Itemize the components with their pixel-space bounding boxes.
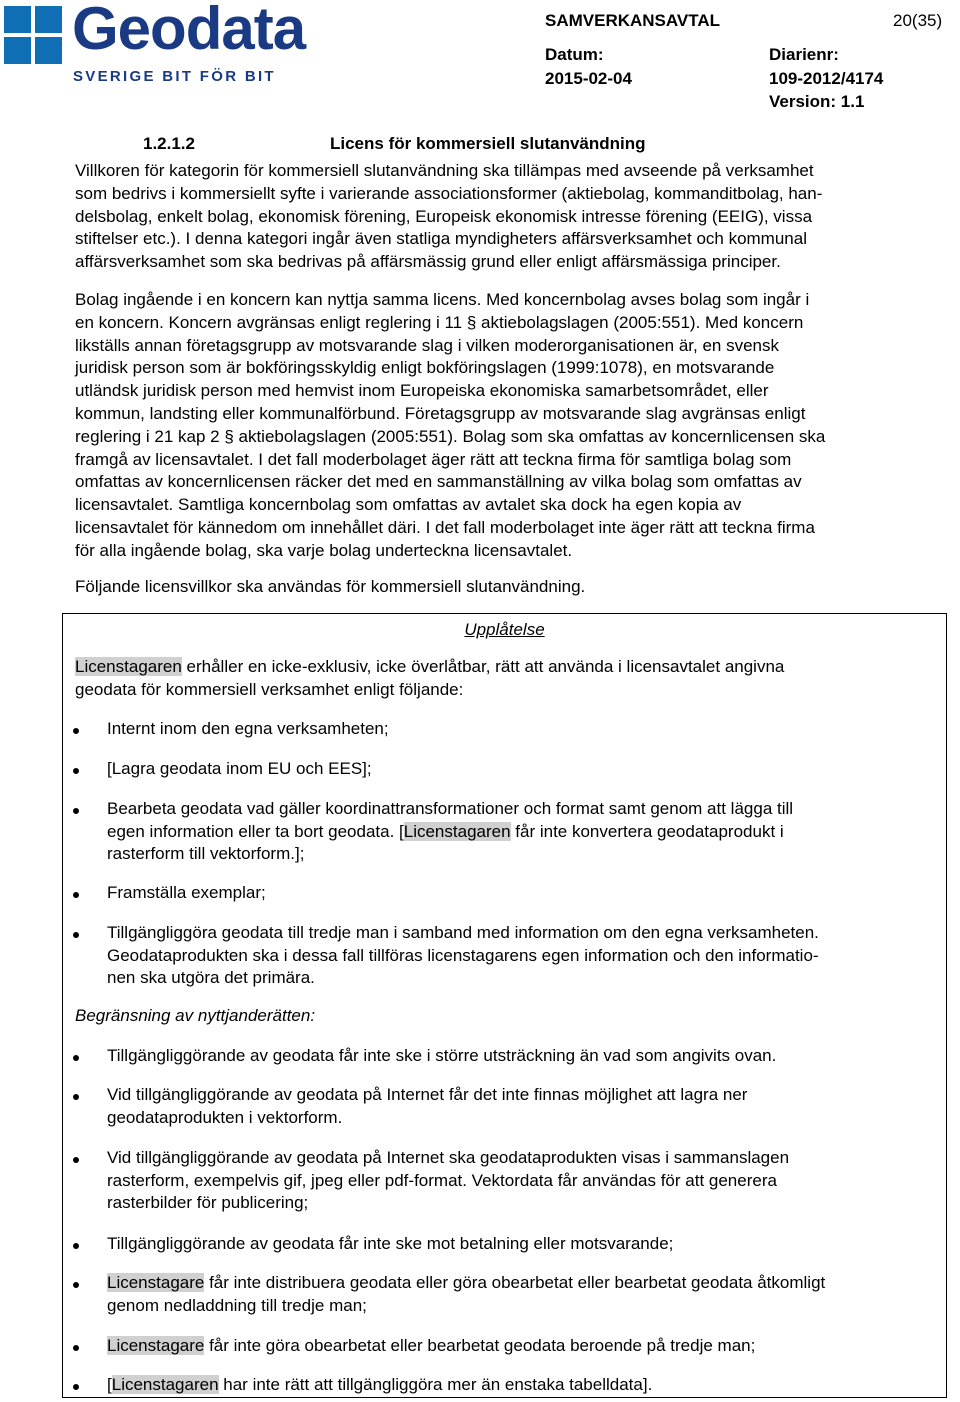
text-line: rasterbilder för publicering; bbox=[107, 1193, 309, 1213]
text-line bbox=[107, 1272, 947, 1295]
text-line: utländsk juridisk person med hemvist inom Europeiska ekonomiska samarbetsområdet, eller bbox=[75, 381, 769, 401]
text-line: licensavtalet. Samtliga koncernbolag som omfattas av avtalet ska dock ha egen kopia av bbox=[75, 495, 742, 515]
bullet-icon bbox=[73, 932, 79, 938]
text-line: genom nedladdning till tredje man; bbox=[107, 1295, 367, 1315]
bullet-icon bbox=[73, 1243, 79, 1249]
text-fragment: egen information eller ta bort geodata. [ bbox=[107, 821, 404, 841]
text-line bbox=[75, 656, 945, 679]
list-item: Internt inom den egna verksamheten; bbox=[107, 719, 389, 738]
highlight-term: Licenstagaren bbox=[403, 821, 511, 841]
bullet-icon bbox=[73, 728, 79, 734]
text-line: Geodataprodukten ska i dessa fall tillföras licenstagarens egen information och den informatio- bbox=[107, 945, 819, 965]
date-label: Datum: bbox=[545, 45, 604, 64]
restrictions-heading: Begränsning av nyttjanderätten: bbox=[75, 1006, 316, 1025]
list-item: [Lagra geodata inom EU och EES]; bbox=[107, 759, 372, 778]
list-item: Tillgängliggörande av geodata får inte ske i större utsträckning än vad som angivits ovan. bbox=[107, 1046, 777, 1065]
bullet-icon bbox=[73, 1055, 79, 1061]
paragraph-group-license bbox=[75, 289, 945, 563]
highlight-term: Licenstagare bbox=[107, 1273, 205, 1292]
paragraph-intro-conditions: Följande licensvillkor ska användas för kommersiell slutanvändning. bbox=[75, 577, 586, 596]
list-item bbox=[107, 1335, 947, 1358]
bullet-icon bbox=[73, 1384, 79, 1390]
bullet-icon bbox=[73, 768, 79, 774]
date-value: 2015-02-04 bbox=[545, 69, 632, 88]
text-line: Vid tillgängliggörande av geodata på Internet ska geodataprodukten visas i sammanslagen bbox=[107, 1148, 790, 1167]
text-fragment: [ bbox=[107, 1375, 112, 1394]
highlight-term: Licenstagaren bbox=[75, 657, 182, 676]
text-line: en koncern. Koncern avgränsas enligt reglering i 11 § aktiebolagslagen (2005:551). Med koncern bbox=[75, 312, 804, 332]
text-line: nen ska utgöra det primära. bbox=[107, 968, 315, 988]
section-number: 1.2.1.2 bbox=[143, 134, 195, 153]
page-number: 20(35) bbox=[893, 11, 943, 30]
bullet-icon bbox=[73, 892, 79, 898]
logo-wordmark: Geodata bbox=[72, 0, 306, 62]
version-label: Version: 1.1 bbox=[769, 92, 865, 111]
text-line: Bearbeta geodata vad gäller koordinattransformationer och format samt genom att lägga till bbox=[107, 799, 794, 818]
text-fragment: har inte rätt att tillgängliggöra mer än enstaka tabelldata]. bbox=[218, 1375, 653, 1394]
text-line: Bolag ingående i en koncern kan nyttja samma licens. Med koncernbolag avses bolag som ingår i bbox=[75, 290, 810, 309]
grant-intro bbox=[75, 656, 945, 702]
ref-label: Diarienr: bbox=[769, 45, 839, 64]
list-item: Tillgängliggörande av geodata får inte ske mot betalning eller motsvarande; bbox=[107, 1234, 674, 1253]
list-item bbox=[107, 922, 947, 990]
text-line: licensavtalet för kännedom om innehållet däri. I det fall moderbolaget inte äger rätt att teckna firma bbox=[75, 517, 815, 537]
text-line: som bedrivs i kommersiellt syfte i varierande associationsformer (aktiebolag, kommanditbolag, han- bbox=[75, 183, 823, 203]
list-item bbox=[107, 1374, 947, 1397]
text-line: reglering i 21 kap 2 § aktiebolagslagen (2005:551). Bolag som ska omfattas av koncernlicensen ska bbox=[75, 426, 826, 446]
text-fragment: erhåller en icke-exklusiv, icke överlåtbar, rätt att använda i licensavtalet angivna bbox=[181, 657, 785, 676]
text-line: delsbolag, enkelt bolag, ekonomisk förening, Europeisk ekonomisk intresse förening (EEIG), vissa bbox=[75, 206, 813, 226]
text-line: kommun, landsting eller kommunalförbund. Företagsgrupp av motsvarande slag avgränsas enligt bbox=[75, 403, 806, 423]
text-line: Tillgängliggöra geodata till tredje man i samband med information om den egna verksamheten. bbox=[107, 923, 819, 942]
bullet-icon bbox=[73, 1345, 79, 1351]
text-line: geodata för kommersiell verksamhet enligt följande: bbox=[75, 679, 464, 699]
list-item bbox=[107, 1084, 947, 1129]
doc-type: SAMVERKANSAVTAL bbox=[545, 11, 721, 30]
highlight-term: Licenstagaren bbox=[111, 1375, 219, 1394]
text-line: Vid tillgängliggörande av geodata på Internet får det inte finnas möjlighet att lagra ner bbox=[107, 1085, 748, 1104]
text-line: stiftelser etc.). I denna kategori ingår även statliga myndigheters affärsverksamhet och kommunal bbox=[75, 229, 807, 249]
text-fragment: får inte konvertera geodataprodukt i bbox=[510, 821, 784, 841]
text-line: affärsverksamhet som ska bedrivas på affärsmässig grund eller enligt affärsmässiga principer. bbox=[75, 252, 781, 272]
logo-tagline: SVERIGE BIT FÖR BIT bbox=[73, 68, 276, 85]
text-line: omfattas av koncernlicensen räcker det med en sammanställning av vilka bolag som omfattas av bbox=[75, 472, 802, 492]
list-item bbox=[107, 1147, 947, 1215]
bullet-icon bbox=[73, 1094, 79, 1100]
text-line bbox=[107, 821, 947, 844]
text-line: för alla ingående bolag, ska varje bolag underteckna licensavtalet. bbox=[75, 540, 573, 560]
text-line: rasterform, exempelvis gif, jpeg eller pdf-format. Vektordata får användas för att generera bbox=[107, 1170, 777, 1190]
bullet-icon bbox=[73, 1282, 79, 1288]
paragraph-scope bbox=[75, 160, 945, 274]
bullet-icon bbox=[73, 808, 79, 814]
section-title: Licens för kommersiell slutanvändning bbox=[330, 134, 646, 153]
bullet-icon bbox=[73, 1157, 79, 1163]
list-item bbox=[107, 1272, 947, 1317]
geodata-logo bbox=[4, 2, 334, 92]
list-item bbox=[107, 798, 947, 866]
text-line: juridisk person som är bokföringsskyldig enligt bokföringslagen (1999:1078), en motsvarande bbox=[75, 358, 775, 378]
text-fragment: får inte distribuera geodata eller göra obearbetat eller bearbetat geodata åtkomligt bbox=[204, 1273, 826, 1292]
highlight-term: Licenstagare bbox=[107, 1336, 205, 1355]
text-line: rasterform till vektorform.]; bbox=[107, 844, 305, 864]
list-item: Framställa exemplar; bbox=[107, 883, 266, 902]
geodata-logo-mark-icon bbox=[4, 6, 62, 64]
text-line: likställs annan företagsgrupp av motsvarande slag i vilken moderorganisationen är, en svensk bbox=[75, 335, 780, 355]
text-line: Villkoren för kategorin för kommersiell slutanvändning ska tillämpas med avseende på verksamhet bbox=[75, 161, 814, 180]
text-line: framgå av licensavtalet. I det fall moderbolaget äger rätt att teckna firma för samtliga bolag som bbox=[75, 449, 792, 469]
ref-value: 109-2012/4174 bbox=[769, 69, 884, 88]
box-title: Upplåtelse bbox=[464, 620, 545, 639]
text-fragment: får inte göra obearbetat eller bearbetat geodata beroende på tredje man; bbox=[204, 1336, 756, 1355]
text-line: geodataprodukten i vektorform. bbox=[107, 1107, 343, 1127]
